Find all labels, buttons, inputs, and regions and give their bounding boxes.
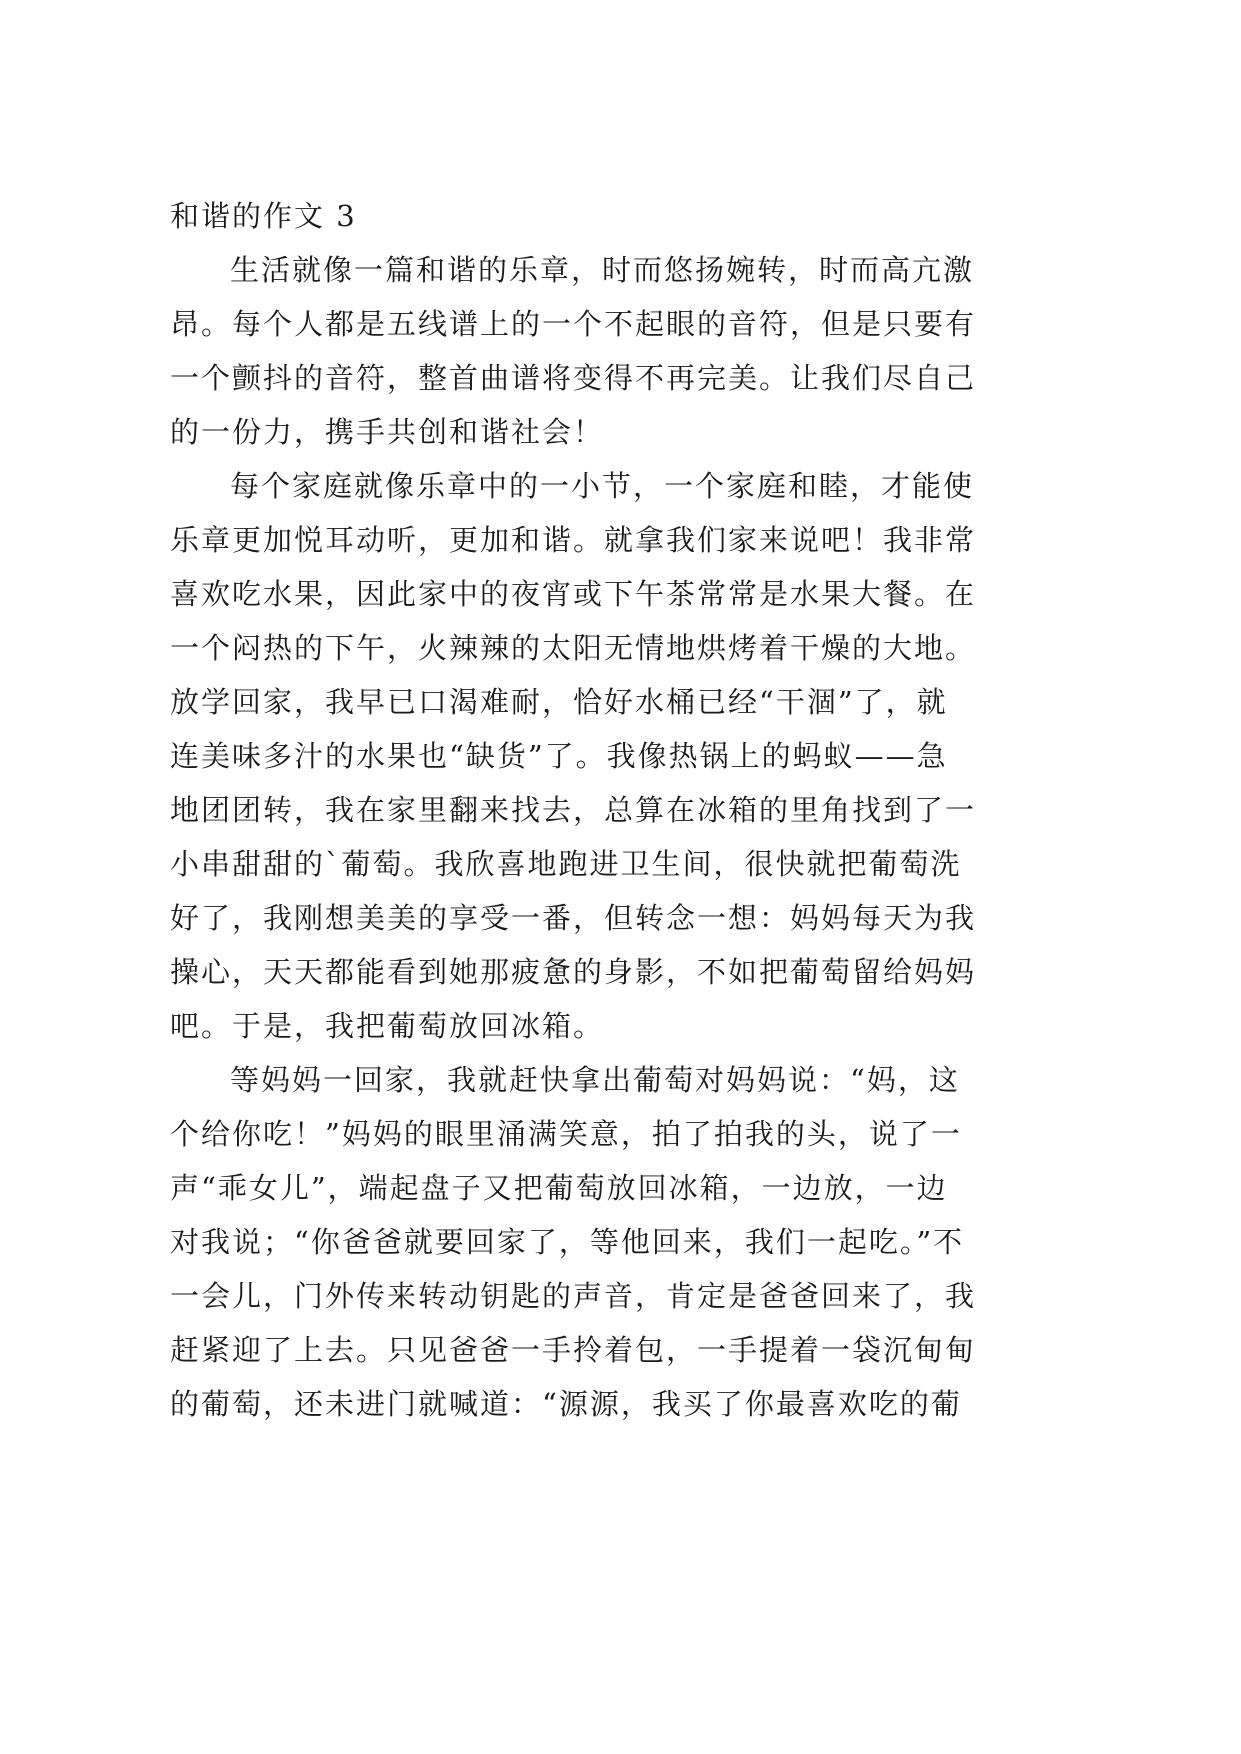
paragraph-3-line-2: 个给你吃！”妈妈的眼里涌满笑意，拍了拍我的头，说了一 — [170, 1117, 962, 1151]
paragraph-2-line-11: 吧。于是，我把葡萄放回冰箱。 — [170, 1009, 605, 1043]
paragraph-2-line-10: 操心，天天都能看到她那疲惫的身影，不如把葡萄留给妈妈 — [170, 955, 977, 989]
paragraph-2-line-6: 连美味多汁的水果也“缺货”了。我像热锅上的蚂蚁——急 — [170, 739, 948, 773]
paragraph-1-line-1: 生活就像一篇和谐的乐章，时而悠扬婉转，时而高亢激 — [230, 253, 975, 287]
paragraph-3-line-6: 赶紧迎了上去。只见爸爸一手拎着包，一手提着一袋沉甸甸 — [170, 1333, 977, 1367]
paragraph-2-line-3: 喜欢吃水果，因此家中的夜宵或下午茶常常是水果大餐。在 — [170, 577, 977, 611]
paragraph-3-line-7: 的葡萄，还未进门就喊道：“源源，我买了你最喜欢吃的葡 — [170, 1387, 962, 1421]
document-title: 和谐的作文 3 — [170, 199, 357, 233]
paragraph-2-line-1: 每个家庭就像乐章中的一小节，一个家庭和睦，才能使 — [230, 469, 975, 503]
paragraph-1-line-3: 一个颤抖的音符，整首曲谱将变得不再完美。让我们尽自己 — [170, 361, 977, 395]
paragraph-1-line-4: 的一份力，携手共创和谐社会！ — [170, 415, 605, 449]
paragraph-2-line-5: 放学回家，我早已口渴难耐，恰好水桶已经“干涸”了，就 — [170, 685, 948, 719]
paragraph-2-line-4: 一个闷热的下午，火辣辣的太阳无情地烘烤着干燥的大地。 — [170, 631, 977, 665]
paragraph-3-line-3: 声“乖女儿”，端起盘子又把葡萄放回冰箱，一边放，一边 — [170, 1171, 948, 1205]
paragraph-2-line-7: 地团团转，我在家里翻来找去，总算在冰箱的里角找到了一 — [170, 793, 977, 827]
paragraph-3-line-5: 一会儿，门外传来转动钥匙的声音，肯定是爸爸回来了，我 — [170, 1279, 977, 1313]
paragraph-1-line-2: 昂。每个人都是五线谱上的一个不起眼的音符，但是只要有 — [170, 307, 977, 341]
paragraph-2-line-2: 乐章更加悦耳动听，更加和谐。就拿我们家来说吧！我非常 — [170, 523, 977, 557]
paragraph-3-line-4: 对我说；“你爸爸就要回家了，等他回来，我们一起吃。”不 — [170, 1225, 965, 1259]
paragraph-2-line-8: 小串甜甜的`葡萄。我欣喜地跑进卫生间，很快就把葡萄洗 — [170, 847, 962, 881]
paragraph-3-line-1: 等妈妈一回家，我就赶快拿出葡萄对妈妈说：“妈，这 — [230, 1063, 960, 1097]
paragraph-2-line-9: 好了，我刚想美美的享受一番，但转念一想：妈妈每天为我 — [170, 901, 977, 935]
